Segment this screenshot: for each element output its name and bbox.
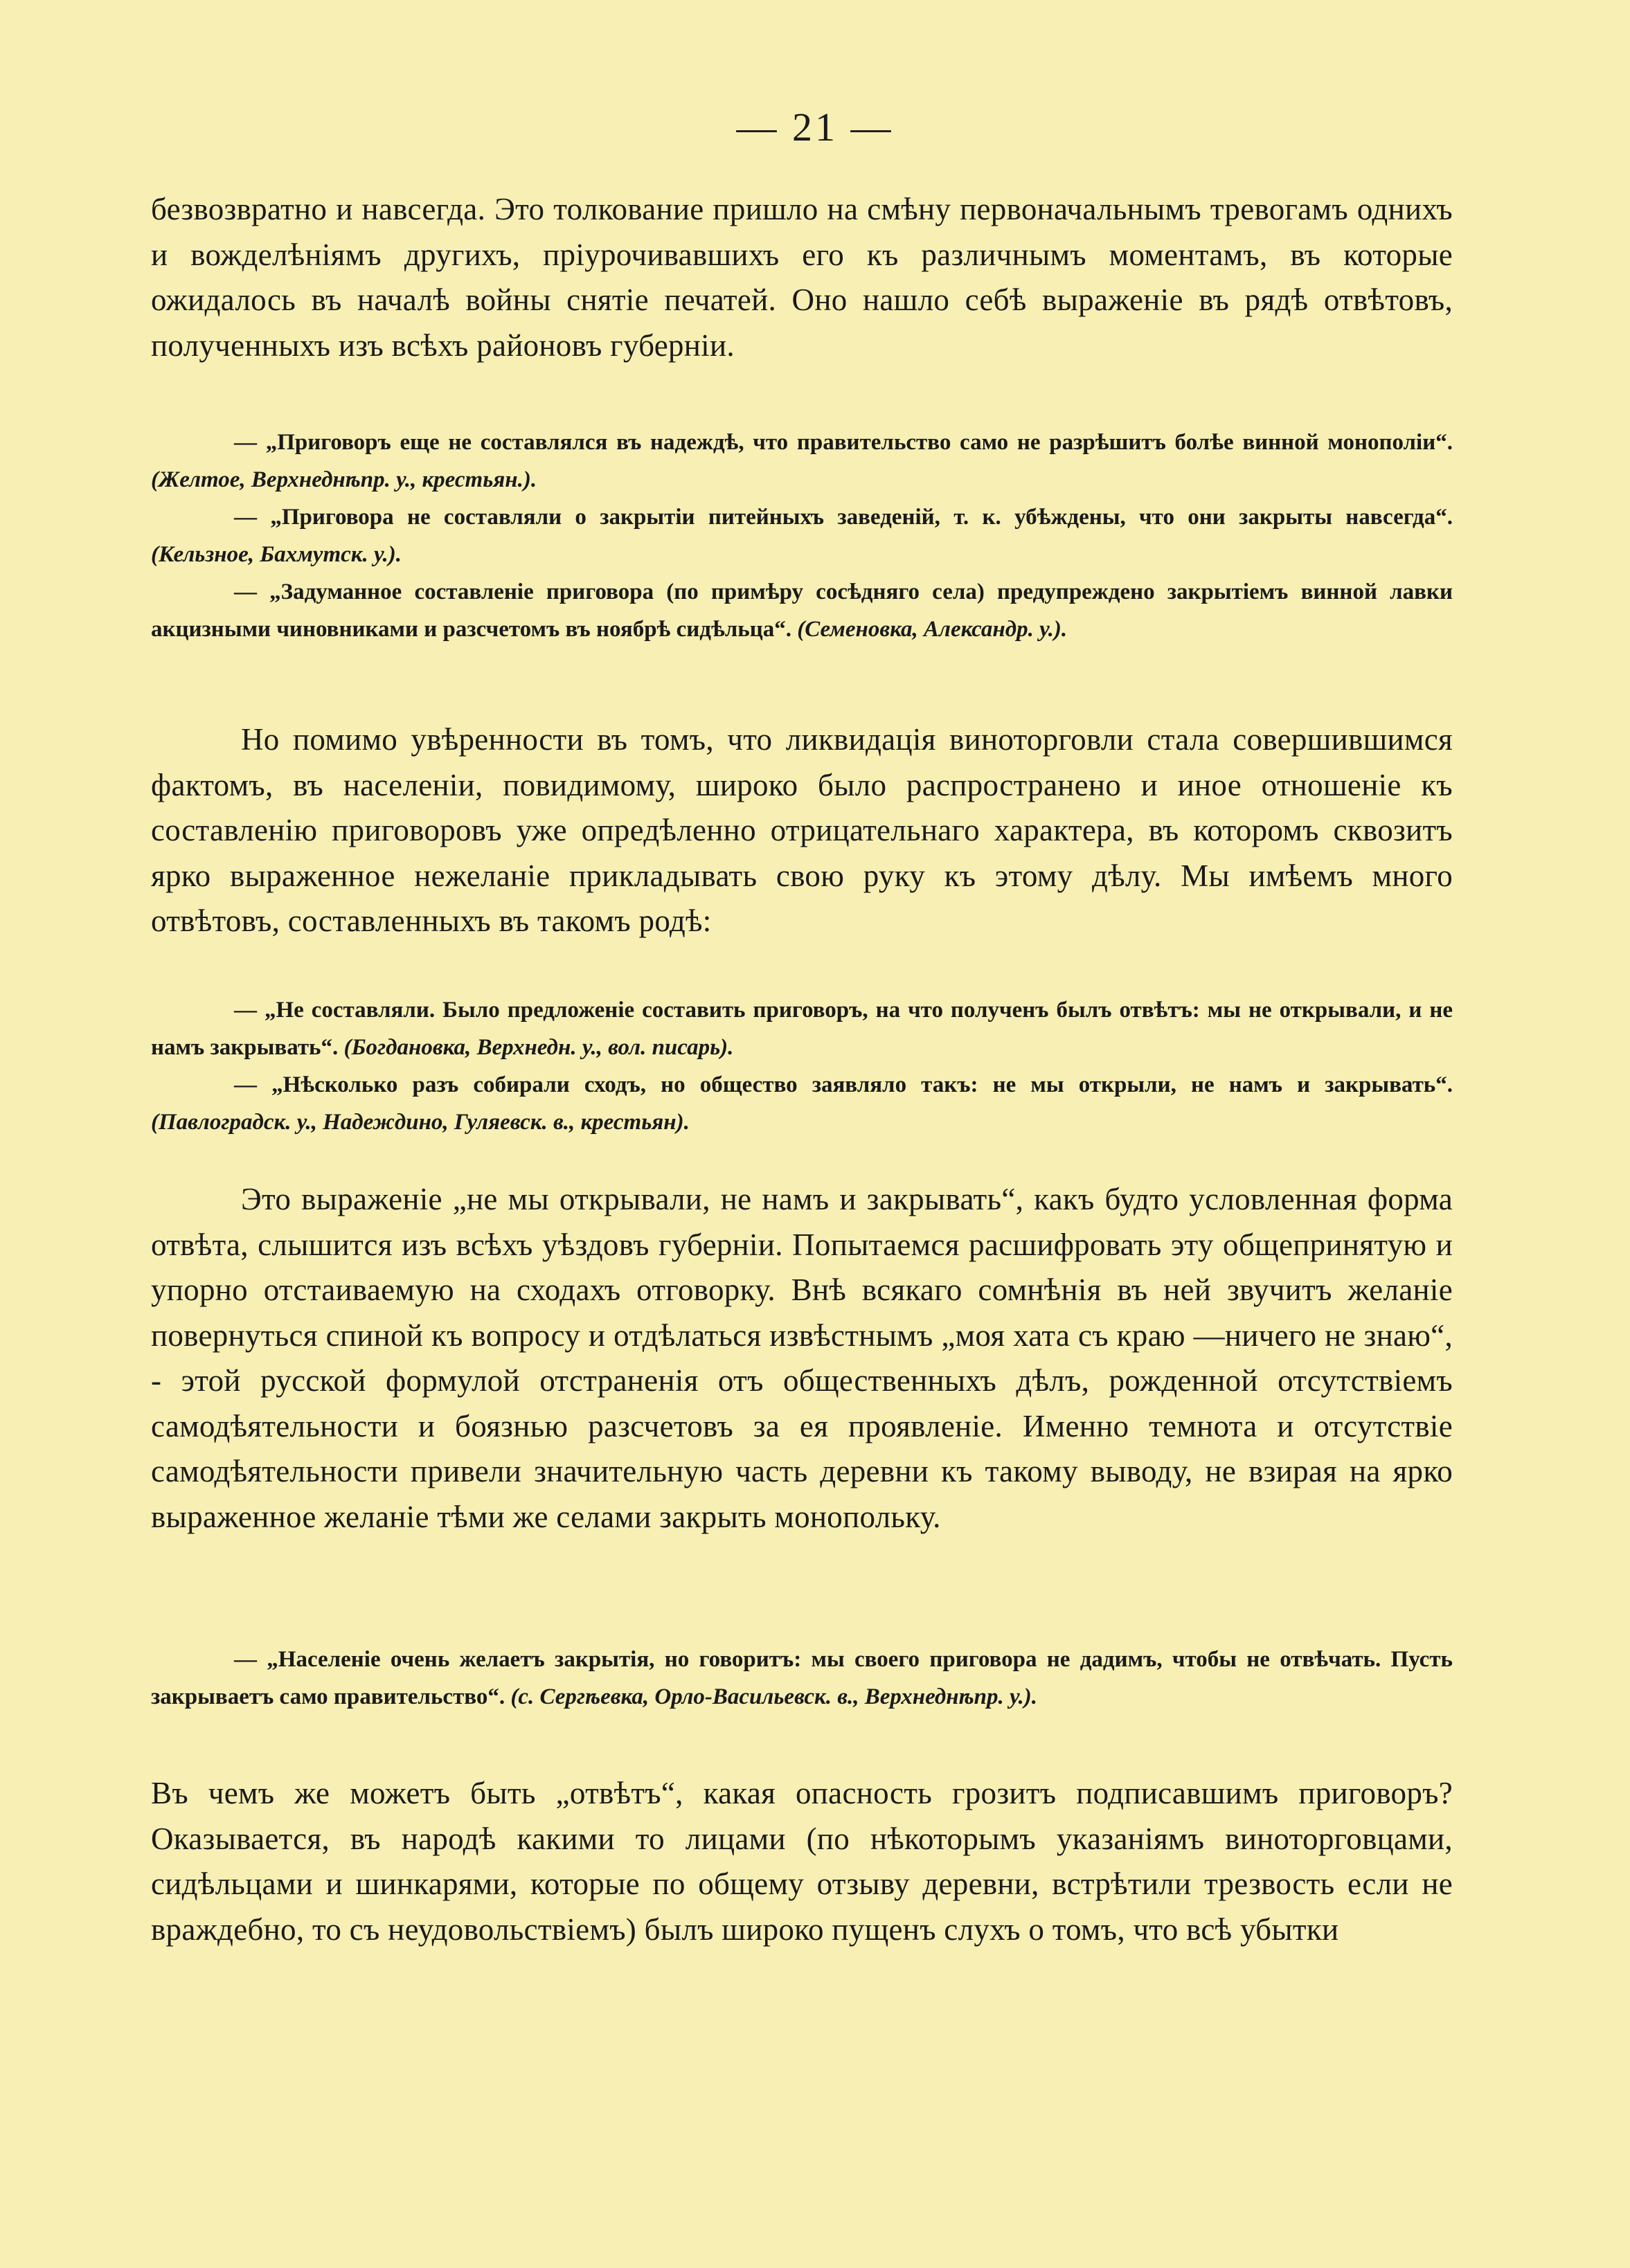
- paragraph-4: [151, 1771, 1453, 1952]
- quote-2: [151, 498, 1453, 573]
- quote-1: [151, 424, 1453, 498]
- quote-2-text: — „Приговора не составляли о закрытіи питейныхъ заведеній, т. к. убѣждены, что они закрыты навсегда“.: [234, 505, 1453, 530]
- quote-2-source: (Кельзное, Бахмутск. у.).: [151, 542, 402, 567]
- quote-4-text: — „Не составляли. Было предложеніе составить приговоръ, на что полученъ былъ отвѣтъ: мы не открывали, и не намъ закрывать“.: [151, 998, 1453, 1060]
- page-number: — 21 —: [736, 105, 894, 150]
- quote-5: [151, 1066, 1453, 1141]
- quote-6-text: — „Населеніе очень желаетъ закрытія, но говоритъ: мы своего приговора не дадимъ, чтобы не отвѣчать. Пусть закрываетъ само правительство“.: [151, 1647, 1453, 1709]
- quote-1-text: — „Приговоръ еще не составлялся въ надеждѣ, что правительство само не разрѣшитъ болѣе винной монополіи“.: [234, 430, 1453, 455]
- quote-1-source: (Желтое, Верхнеднѣпр. у., крестьян.).: [151, 467, 537, 492]
- paragraph-4-text: Въ чемъ же можетъ быть „отвѣтъ“, какая опасность грозитъ подписавшимъ приговоръ? Оказывается, въ народѣ какими то лицами (по нѣкоторымъ указаніямъ виноторговцами, сидѣльцами и шинкарями, которые по общему отзыву деревни, встрѣтили трезвость если не враждебно, то съ неудовольствіемъ) былъ широко пущенъ слухъ о томъ, что всѣ убытки: [151, 1776, 1453, 1947]
- paragraph-3: [151, 1177, 1453, 1540]
- paragraph-1: [151, 187, 1453, 368]
- paragraph-2-text: Но помимо увѣренности въ томъ, что ликвидація виноторговли стала совершившимся фактомъ, въ населеніи, повидимому, широко было распространено и иное отношеніе къ составленію приговоровъ уже опредѣленно отрицательнаго характера, въ которомъ сквозитъ ярко выраженное нежеланіе прикладывать свою руку къ этому дѣлу. Мы имѣемъ много отвѣтовъ, составленныхъ въ такомъ родѣ:: [151, 722, 1453, 938]
- quote-3-text: — „Задуманное составленіе приговора (по примѣру сосѣдняго села) предупреждено закрытіемъ винной лавки акцизными чиновниками и разсчетомъ въ ноябрѣ сидѣльца“.: [151, 579, 1453, 642]
- quote-3: [151, 573, 1453, 648]
- quote-4-source: (Богдановка, Верхнедн. у., вол. писарь).: [343, 1035, 734, 1060]
- quote-5-source: (Павлоградск. у., Надеждино, Гуляевск. в., крестьян).: [151, 1110, 690, 1135]
- quote-5-text: — „Нѣсколько разъ собирали сходъ, но общество заявляло такъ: не мы открыли, не намъ и закрывать“.: [234, 1072, 1453, 1097]
- paragraph-3-text: Это выраженіе „не мы открывали, не намъ и закрывать“, какъ будто условленная форма отвѣта, слышится изъ всѣхъ уѣздовъ губерніи. Попытаемся расшифровать эту общепринятую и упорно отстаиваемую на сходахъ отговорку. Внѣ всякаго сомнѣнія въ ней звучитъ желаніе повернуться спиной къ вопросу и отдѣлаться извѣстнымъ „моя хата съ краю —ничего не знаю“, - этой русской формулой отстраненія отъ общественныхъ дѣлъ, рожденной отсутствіемъ самодѣятельности и боязнью разсчетовъ за ея проявленіе. Именно темнота и отсутствіе самодѣятельности привели значительную часть деревни къ такому выводу, не взирая на ярко выраженное желаніе тѣми же селами закрыть монопольку.: [151, 1182, 1453, 1534]
- quote-3-source: (Семеновка, Александр. у.).: [797, 617, 1068, 642]
- paragraph-1-text: безвозвратно и навсегда. Это толкование пришло на смѣну первоначальнымъ тревогамъ однихъ и вожделѣніямъ другихъ, пріурочивавшихъ его къ различнымъ моментамъ, въ которые ожидалось въ началѣ войны снятіе печатей. Оно нашло себѣ выраженіе въ рядѣ отвѣтовъ, полученныхъ изъ всѣхъ районовъ губерніи.: [151, 192, 1453, 363]
- quote-6: [151, 1641, 1453, 1716]
- quote-4: [151, 991, 1453, 1066]
- paragraph-2: [151, 717, 1453, 944]
- quote-6-source: (с. Сергѣевка, Орло-Васильевск. в., Верхнеднѣпр. у.).: [510, 1684, 1038, 1709]
